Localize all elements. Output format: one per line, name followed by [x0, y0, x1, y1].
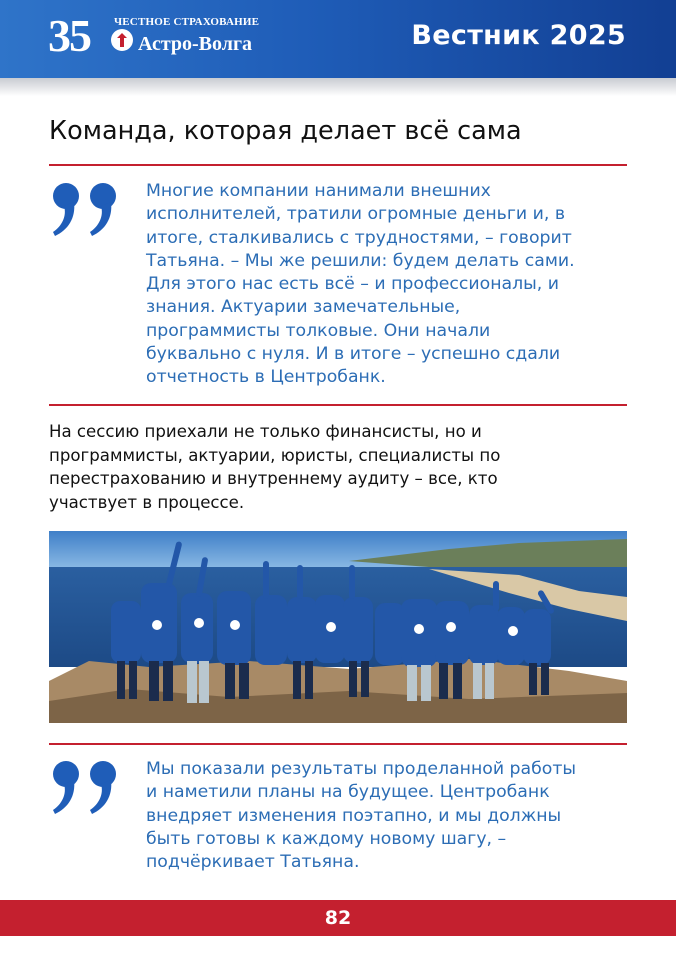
quote-1: [146, 180, 626, 390]
team-photo-illustration: [49, 531, 627, 723]
divider-quote-1: [49, 404, 627, 406]
body-paragraph: [49, 420, 634, 514]
quote-2-line: быть готовы к каждому новому шагу, –: [146, 828, 507, 849]
quote-2-line: внедряет изменения поэтапно, и мы должны: [146, 805, 562, 826]
quote-1-line: Для этого нас есть всё – и профессионалы, и: [146, 274, 559, 295]
logo-anniversary-number: 35: [48, 10, 90, 61]
team-photo: [49, 531, 627, 723]
logo-tagline: ЧЕСТНОЕ СТРАХОВАНИЕ: [114, 16, 260, 28]
quote-2-line: подчёркивает Татьяна.: [146, 852, 360, 873]
publication-title: Вестник 2025: [411, 20, 626, 51]
body-line: перестрахованию и внутреннему аудиту – все, кто: [49, 469, 498, 488]
quote-2: [146, 758, 626, 874]
logo-brand-name: Астро-Волга: [138, 33, 253, 55]
footer-bar: [0, 900, 676, 936]
quote-2-line: и наметили планы на будущее. Центробанк: [146, 782, 550, 803]
body-line: участвует в процессе.: [49, 492, 245, 512]
header-banner: [0, 0, 676, 78]
body-line: На сессию приехали не только финансисты, но и: [49, 422, 482, 441]
divider-top: [49, 164, 627, 166]
divider-quote-2: [49, 743, 627, 745]
quote-1-line: отчетность в Центробанк.: [146, 367, 386, 388]
quote-1-line: буквально с нуля. И в итоге – успешно сдали: [146, 344, 561, 365]
quote-1-line: знания. Актуарии замечательные,: [146, 297, 461, 318]
quote-2-line: Мы показали результаты проделанной работы: [146, 759, 577, 779]
logo-emblem-icon: [111, 29, 133, 51]
quote-1-line: Татьяна. – Мы же решили: будем делать сами.: [146, 250, 575, 271]
quote-mark-icon: [52, 760, 122, 816]
body-line: программисты, актуарии, юристы, специалисты по: [49, 445, 501, 465]
header-shadow: [0, 78, 676, 96]
quote-mark-icon: [52, 182, 122, 238]
quote-1-line: программисты толковые. Они начали: [146, 320, 491, 341]
quote-1-line: исполнителей, тратили огромные деньги и, в: [146, 204, 566, 225]
article-title: Команда, которая делает всё сама: [49, 116, 522, 146]
quote-1-line: итоге, сталкивались с трудностями, – говорит: [146, 227, 572, 248]
page-number: 82: [324, 907, 352, 929]
quote-1-line: Многие компании нанимали внешних: [146, 181, 491, 201]
